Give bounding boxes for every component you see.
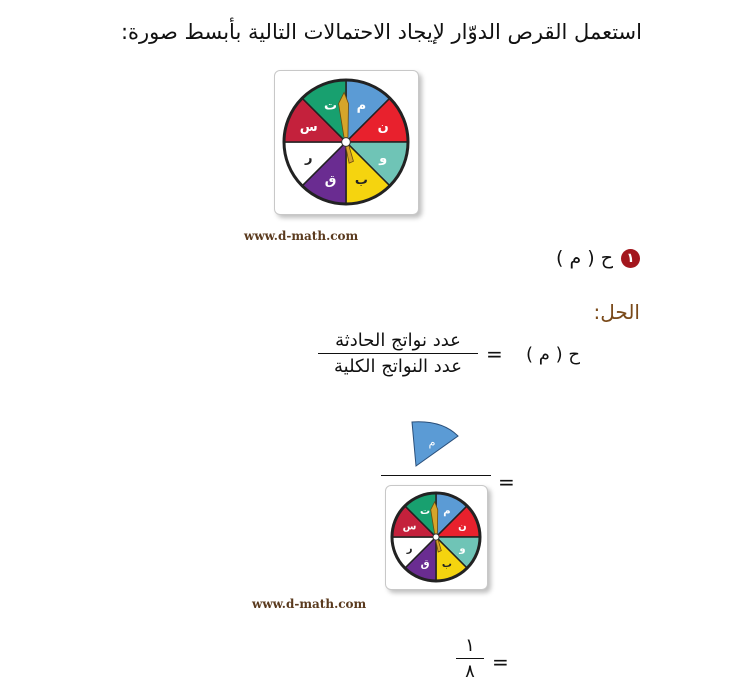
formula-equals: = — [486, 342, 503, 366]
spinner-sector-letter: ب — [441, 558, 452, 570]
solution-label: الحل: — [593, 300, 640, 324]
spinner-card-small — [385, 485, 488, 590]
spinner-sector-letter: س — [402, 521, 417, 533]
spinner-bottom — [386, 486, 487, 589]
spinner-sector-letter: ت — [420, 506, 431, 518]
spinner-sector-letter: ب — [354, 172, 368, 188]
spinner-sector-letter: م — [443, 506, 451, 518]
question-text: ح ( م ) — [556, 247, 613, 269]
sector-m-letter: م — [428, 436, 436, 449]
question-number-badge: ١ — [621, 249, 640, 268]
spinner-sector-letter: س — [299, 120, 318, 136]
spinner-sector-letter: ر — [305, 150, 313, 166]
formula-lhs: ح ( م ) — [526, 344, 580, 365]
result-numerator: ١ — [465, 635, 475, 656]
spinner-hub — [433, 534, 439, 540]
result-fraction-bar — [456, 658, 484, 659]
spinner-sector-letter: ق — [420, 558, 430, 570]
question-1 — [556, 247, 640, 269]
probability-formula — [318, 330, 580, 380]
formula-fraction — [318, 330, 478, 377]
spinner-sector-letter: ن — [458, 521, 467, 533]
result-equals: = — [492, 650, 509, 674]
spinner-sector-letter: ن — [377, 120, 389, 136]
spinner-sector-letter: و — [379, 150, 388, 166]
spinner-top — [275, 71, 418, 214]
spinner-sector-letter: ق — [324, 172, 337, 188]
result-fraction — [456, 635, 484, 682]
big-fraction-bar — [381, 475, 491, 476]
fraction-bar — [318, 353, 478, 354]
spinner-sector-letter: ر — [406, 543, 413, 555]
spinner-sector-letter: ت — [324, 98, 338, 114]
instruction-text: استعمل القرص الدوّار لإيجاد الاحتمالات التالية بأبسط صورة: — [120, 20, 642, 44]
result-denominator: ٨ — [465, 661, 475, 682]
spinner-hub — [342, 138, 351, 147]
spinner-card — [274, 70, 419, 215]
watermark-bottom: www.d-math.com — [252, 597, 367, 611]
spinner-sector-letter: و — [459, 543, 466, 555]
step2-equals: = — [498, 470, 515, 494]
formula-numerator: عدد نواتج الحادثة — [335, 330, 461, 351]
sector-m-image — [410, 418, 462, 470]
watermark-top: www.d-math.com — [244, 229, 359, 243]
spinner-sector-letter: م — [356, 98, 367, 114]
formula-denominator: عدد النواتج الكلية — [334, 356, 462, 377]
